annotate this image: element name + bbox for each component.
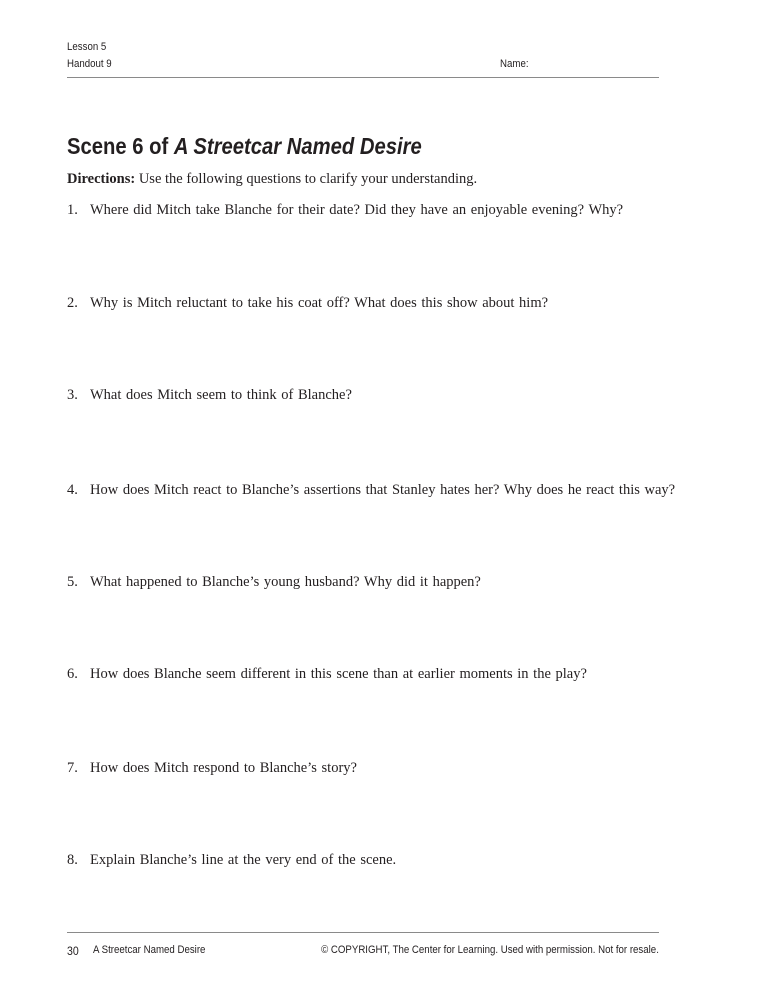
question-7 xyxy=(67,760,357,777)
page-title xyxy=(67,133,422,160)
question-text: What does Mitch seem to think of Blanche? xyxy=(90,387,352,403)
question-number: 5. xyxy=(67,574,78,590)
footer-rule xyxy=(67,932,659,933)
question-8 xyxy=(67,852,396,869)
question-3 xyxy=(67,387,352,404)
question-text: Why is Mitch reluctant to take his coat off? What does this show about him? xyxy=(90,295,549,311)
directions-label: Directions: xyxy=(67,171,136,187)
question-1 xyxy=(67,202,623,219)
directions xyxy=(67,171,477,188)
header-rule xyxy=(67,77,659,78)
question-number: 1. xyxy=(67,202,78,218)
question-number: 2. xyxy=(67,295,78,311)
directions-text: Use the following questions to clarify your understanding. xyxy=(135,171,478,187)
question-5 xyxy=(67,574,481,591)
question-6 xyxy=(67,666,587,683)
question-4 xyxy=(67,482,675,499)
question-text: Where did Mitch take Blanche for their date? Did they have an enjoyable evening? Why? xyxy=(90,202,624,218)
handout-label: Handout 9 xyxy=(67,58,112,70)
title-work: A Streetcar Named Desire xyxy=(173,133,422,159)
page-number: 30 xyxy=(67,944,79,958)
title-prefix: Scene 6 of xyxy=(67,133,174,159)
question-text: How does Mitch react to Blanche’s assertions that Stanley hates her? Why does he react this way? xyxy=(90,482,676,498)
question-number: 3. xyxy=(67,387,78,403)
question-text: How does Blanche seem different in this scene than at earlier moments in the play? xyxy=(90,666,587,682)
footer-book-title: A Streetcar Named Desire xyxy=(93,944,206,956)
footer-copyright: © COPYRIGHT, The Center for Learning. Used with permission. Not for resale. xyxy=(321,944,659,956)
name-label: Name: xyxy=(500,58,529,70)
question-number: 6. xyxy=(67,666,78,682)
question-2 xyxy=(67,295,548,312)
question-number: 4. xyxy=(67,482,78,498)
question-number: 8. xyxy=(67,852,78,868)
question-text: What happened to Blanche’s young husband? Why did it happen? xyxy=(90,574,481,590)
question-text: Explain Blanche’s line at the very end of the scene. xyxy=(90,852,397,868)
question-number: 7. xyxy=(67,760,78,776)
question-text: How does Mitch respond to Blanche’s story? xyxy=(90,760,357,776)
lesson-label: Lesson 5 xyxy=(67,41,107,53)
